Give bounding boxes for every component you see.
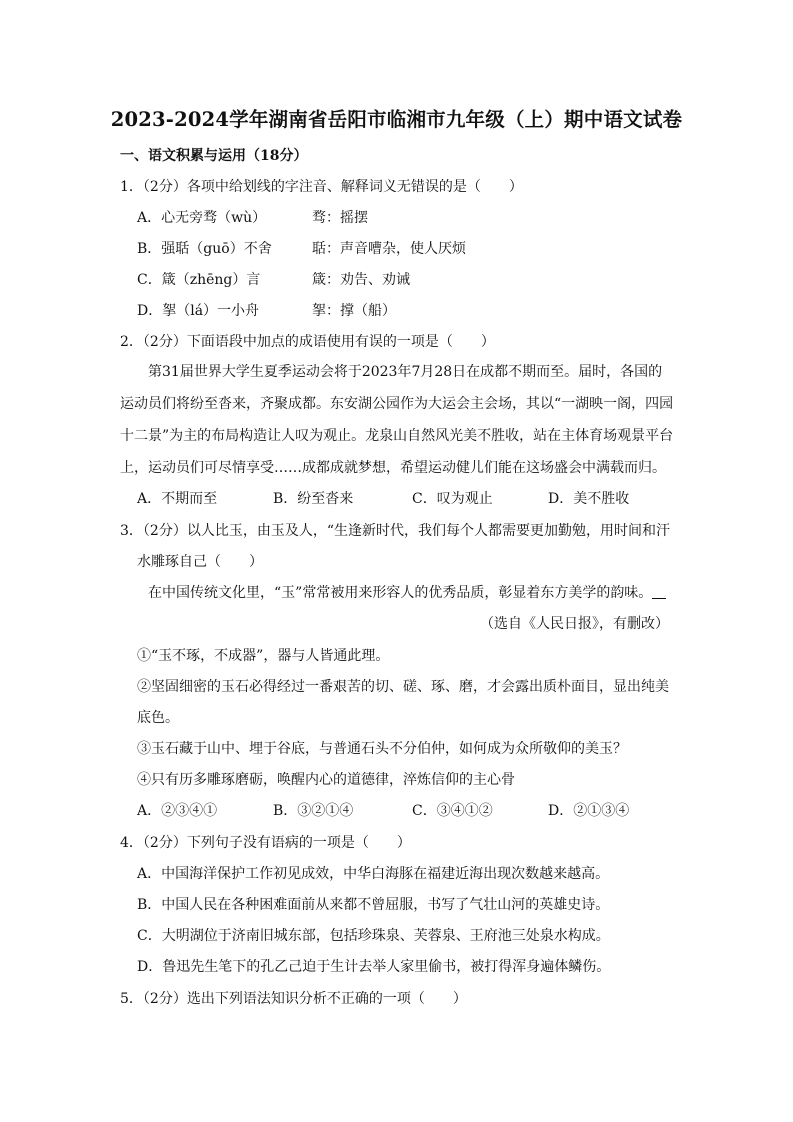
question-1-option-a-definition: 骛：摇摆 [312, 210, 368, 226]
question-2-option-a: A．不期而至 [137, 491, 218, 507]
question-2-passage-line-4: 上，运动员们可尽情享受……成都成就梦想，希望运动健儿们能在这场盛会中满载而归。 [120, 460, 666, 476]
question-3-sentence-3: ③玉石藏于山中、埋于谷底，与普通石头不分伯仲，如何成为众所敬仰的美玉？ [137, 741, 627, 757]
exam-title: 2023-2024学年湖南省岳阳市临湘市九年级（上）期中语文试卷 [110, 108, 683, 131]
question-2-option-c: C．叹为观止 [412, 491, 493, 507]
question-1-option-d-definition: 挐：撑（船） [312, 303, 396, 319]
question-3-sentence-2: ②坚固细密的玉石必得经过一番艰苦的切、磋、琢、磨，才会露出质朴面目，显出纯美 [137, 679, 669, 695]
question-3-option-a: A．②③④① [137, 803, 218, 819]
question-1-option-a: A．心无旁骛（wù） [137, 210, 267, 226]
question-3-sentence-2-continued: 底色。 [137, 710, 179, 726]
question-3-stem-line-1: 3．（2分）以人比玉，由玉及人，“生逢新时代，我们每个人都需要更加勤勉，用时间和汗 [120, 523, 670, 539]
question-3-option-d: D．②①③④ [548, 803, 630, 819]
question-3-stem-line-2: 水雕琢自己（ ） [137, 554, 263, 570]
question-1-option-b: B．强聒（guō）不舍 [137, 241, 272, 257]
question-2-passage-line-2: 运动员们将纷至沓来，齐聚成都。东安湖公园作为大运会主会场，其以“一湖映一阁，四园 [120, 396, 674, 412]
fill-blank [652, 584, 666, 599]
question-1-option-c-definition: 箴：劝告、劝诫 [312, 272, 410, 288]
question-2-passage-line-3: 十二景”为主的布局构造让人叹为观止。龙泉山自然风光美不胜收，站在主体育场观景平台 [120, 428, 674, 444]
question-4-option-d: D．鲁迅先生笔下的孔乙己迫于生计去举人家里偷书，被打得浑身遍体鳞伤。 [137, 959, 611, 975]
question-2-option-b: B．纷至沓来 [273, 491, 354, 507]
question-1-option-d: D．挐（lá）一小舟 [137, 303, 260, 319]
question-4-option-c: C．大明湖位于济南旧城东部，包括珍珠泉、芙蓉泉、王府池三处泉水构成。 [137, 928, 610, 944]
question-2-passage-line-1: 第31届世界大学生夏季运动会将于2023年7月28日在成都不期而至。届时，各国的 [148, 364, 663, 380]
question-2-option-d: D．美不胜收 [548, 491, 630, 507]
question-3-sentence-1: ①“玉不琢，不成器”，器与人皆通此理。 [137, 648, 390, 664]
question-4-option-a: A．中国海洋保护工作初见成效，中华白海豚在福建近海出现次数越来越高。 [137, 866, 610, 882]
question-4-option-b: B．中国人民在各种困难面前从来都不曾屈服，书写了气壮山河的英雄史诗。 [137, 897, 610, 913]
question-2-stem: 2．（2分）下面语段中加点的成语使用有误的一项是（ ） [120, 334, 495, 350]
question-3-sentence-4: ④只有历多雕琢磨砺，唤醒内心的道德律，淬炼信仰的主心骨 [137, 772, 515, 788]
question-4-stem: 4．（2分）下列句子没有语病的一项是（ ） [120, 835, 411, 851]
question-3-option-b: B．③②①④ [273, 803, 354, 819]
question-3-passage [148, 582, 666, 602]
question-3-option-c: C．③④①② [412, 803, 493, 819]
section-heading: 一、语文积累与运用（18分） [120, 148, 308, 164]
question-1-stem: 1．（2分）各项中给划线的字注音、解释词义无错误的是（ ） [120, 179, 523, 195]
question-3-passage-text: 在中国传统文化里，“玉”常常被用来形容人的优秀品质，彰显着东方美学的韵味。 [148, 585, 653, 601]
question-1-option-b-definition: 聒：声音嘈杂，使人厌烦 [312, 241, 466, 257]
question-5-stem: 5．（2分）选出下列语法知识分析不正确的一项（ ） [120, 991, 467, 1007]
question-1-option-c: C．箴（zhēng）言 [137, 272, 261, 288]
question-3-source: （选自《人民日报》，有删改） [480, 616, 669, 632]
